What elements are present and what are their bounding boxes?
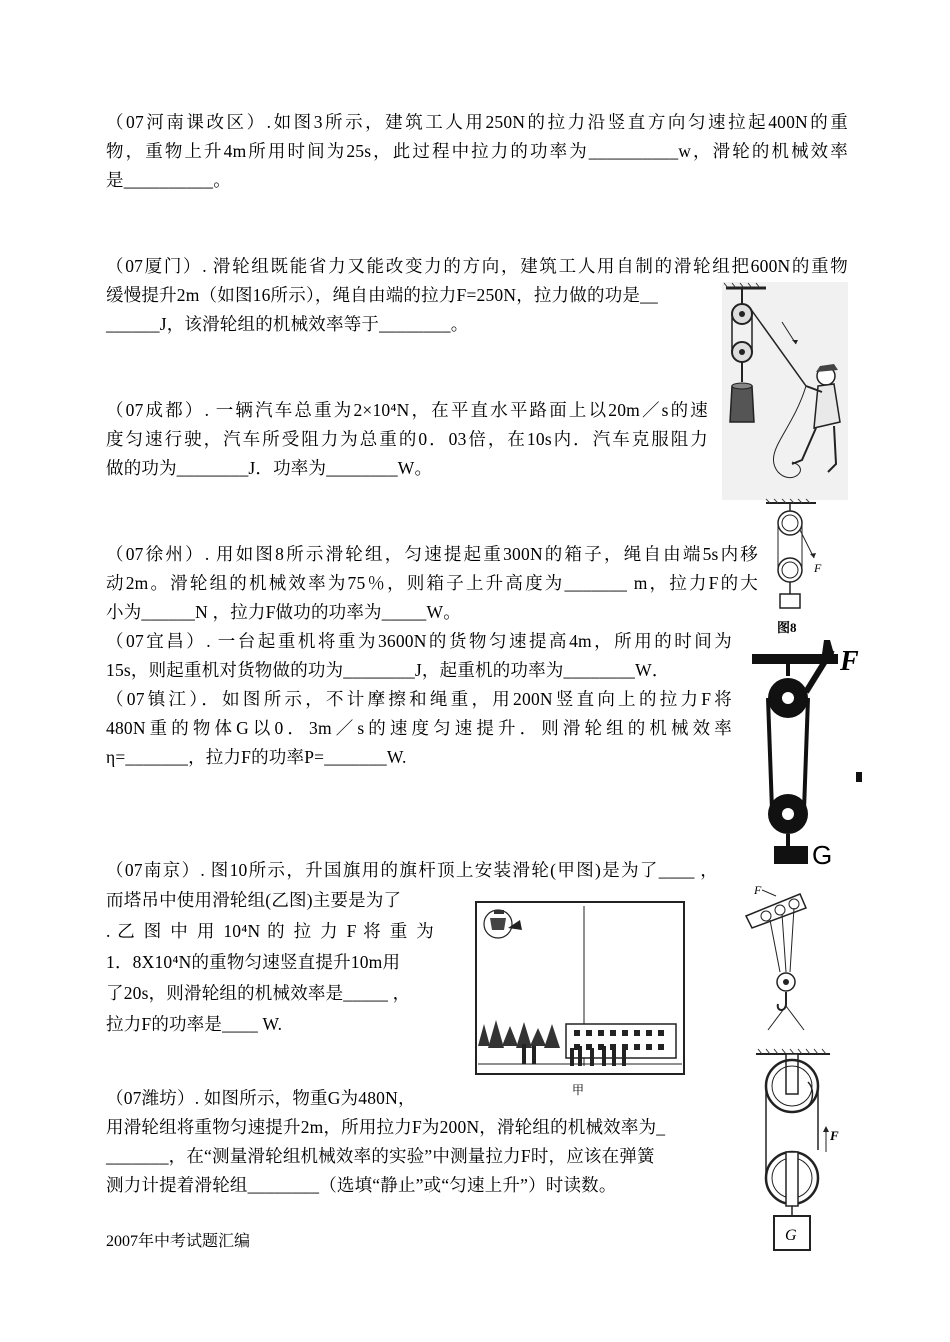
- question-line: （07潍坊）. 如图所示，物重G为480N，: [106, 1088, 416, 1108]
- question-xuzhou-yichang-zhenjiang: [106, 540, 758, 772]
- question-line: 用滑轮组将重物匀速提升2m，所用拉力F为200N，滑轮组的机械效率为_: [106, 1117, 666, 1137]
- weifang-pulley-figure: [752, 1040, 848, 1256]
- page-footer: 2007年中考试题汇编: [106, 1233, 251, 1250]
- question-line: （07成都）. 一辆汽车总重为2×10⁴N，在平直水平路面上以20m／s的速: [106, 400, 708, 420]
- flag-raising-picture: [474, 896, 696, 1100]
- question-line: 拉力F的功率是____ W.: [106, 1014, 283, 1034]
- question-line: 15s，则起重机对货物做的功为________J，起重机的功率为________W．: [106, 660, 670, 680]
- question-henan: [106, 108, 848, 195]
- question-line: 小为______N ，拉力F做功的功率为_____W。: [106, 602, 461, 622]
- question-line: 做的功为________J．功率为________W。: [106, 458, 433, 478]
- zhenjiang-weight-label: G: [812, 840, 833, 868]
- weifang-force-label: F: [830, 1128, 839, 1143]
- crane-force-label: F: [754, 883, 762, 897]
- question-line: 480N重的物体G以0．3m／s的速度匀速提升．则滑轮组的机械效率: [106, 718, 732, 738]
- fig8-force-label: F: [814, 561, 822, 575]
- zhenjiang-pulley-figure: [748, 636, 864, 868]
- question-line: ______J，该滑轮组的机械效率等于________。: [106, 314, 469, 334]
- question-chengdu: [106, 396, 708, 483]
- question-line: （07厦门）. 滑轮组既能省力又能改变力的方向，建筑工人用自制的滑轮组把600N的重物: [106, 256, 848, 276]
- flag-picture-caption: 甲: [572, 1083, 585, 1097]
- question-line: 而塔吊中使用滑轮组(乙图)主要是为了: [106, 890, 402, 910]
- question-line: . 乙 图 中 用 10⁴N 的 拉 力 F 将 重 为: [106, 921, 434, 941]
- question-line: 度匀速行驶，汽车所受阻力为总重的0．03倍，在10s内．汽车克服阻力: [106, 429, 708, 449]
- question-weifang: [106, 1084, 746, 1200]
- question-line: 1．8X10⁴N的重物匀速竖直提升10m用: [106, 952, 401, 972]
- fig8-caption: 图8: [777, 620, 797, 635]
- question-line: （07南京）. 图10所示，升国旗用的旗杆顶上安装滑轮(甲图)是为了____ ，: [106, 860, 718, 880]
- question-line: 测力计提着滑轮组________（选填“静止”或“匀速上升”）时读数。: [106, 1175, 617, 1195]
- question-line: _______，在“测量滑轮组机械效率的实验”中测量拉力F时，应该在弹簧: [106, 1146, 655, 1166]
- question-line: 是__________。: [106, 170, 231, 190]
- fig8-pulley-figure: [760, 498, 840, 638]
- question-line: 了20s，则滑轮组的机械效率是_____ ，: [106, 983, 411, 1003]
- question-line: （07镇江）．如图所示，不计摩擦和绳重，用200N竖直向上的拉力F将: [106, 689, 732, 709]
- question-line: 物，重物上升4m所用时间为25s，此过程中拉力的功率为__________w，滑轮的机械效率: [106, 141, 848, 161]
- question-line: （07宜昌）. 一台起重机将重为3600N的货物匀速提高4m，所用的时间为: [106, 631, 732, 651]
- question-line: 动2m。滑轮组的机械效率为75％，则箱子上升高度为_______ m，拉力F的大: [106, 573, 758, 593]
- question-line: 缓慢提升2m（如图16所示），绳自由端的拉力F=250N，拉力做的功是__: [106, 285, 658, 305]
- question-line: η=_______，拉力F的功率P=_______W.: [106, 747, 407, 767]
- question-line: （07徐州）. 用如图8所示滑轮组，匀速提起重300N的箱子，绳自由端5s内移: [106, 544, 758, 564]
- zhenjiang-force-label: F: [840, 646, 859, 677]
- worker-pulley-figure: [722, 282, 848, 500]
- question-line: （07河南课改区）.如图3所示，建筑工人用250N的拉力沿竖直方向匀速拉起400N的重: [106, 112, 848, 132]
- weifang-weight-label: G: [785, 1227, 797, 1244]
- crane-pulley-figure: [740, 880, 820, 1040]
